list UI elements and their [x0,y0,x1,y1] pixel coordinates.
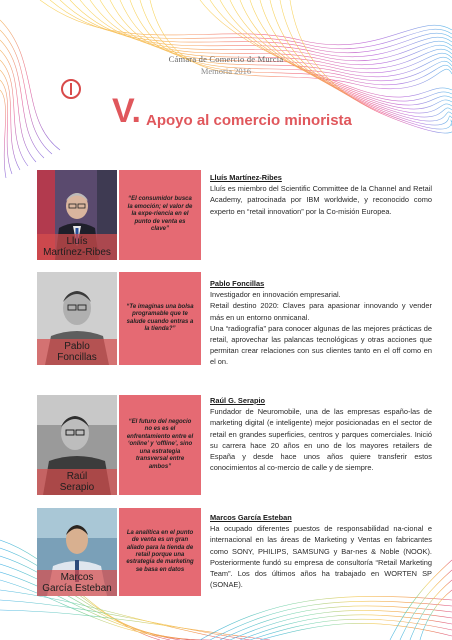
bio-paragraph: Fundador de Neuromobile, una de las empresas españo-las de marketing digital (e inteligente) mejor posicionadas en el sector de retail en grandes superficies, centros y parques comerciales. Inició su carrera hace 20 años en uno de los mayores retailers de España y desde hace unos años quiere transferir estos conocimientos al co-mercio de calle y de siempre. [210,407,432,473]
profile-quote: “Te imaginas una bolsa programable que te salude cuando entras a la tienda?” [119,272,201,365]
profile-name-label [37,469,117,495]
profile-bio [210,172,432,217]
profile-bio [210,278,432,368]
name-line-1: Raúl [66,471,88,482]
chamber-logo-icon [61,79,81,99]
profile-photo [37,508,117,596]
bio-paragraph: Retail destino 2020: Claves para apasionar innovando y vender más en un entorno onmicanal. [210,301,432,322]
name-line-1: Pablo [64,341,90,352]
name-line-2: Serapio [59,482,95,493]
bio-paragraph: Ha ocupado diferentes puestos de responsabilidad na-cional e internacional en las áreas de Marketing y Ventas en fabricantes como SONY, PHILIPS, SAMSUNG y Bar-nes & Noble (NOOK). Posteriormente fundó su empresa de consultoría “Retail Marketing Team”. Los dos últimos años ha trabajado en WORTEN SP (SONAE). [210,524,432,590]
report-year-header: Memoria 2016 [200,66,252,76]
profile-quote: La analítica en el punto de venta es un gran aliado para la tienda de retail porque una estrategia de marketing se basa en datos [119,508,201,596]
profile-bio [210,395,432,473]
profile-quote: “El consumidor busca la emoción; el valor de la expe-riencia en el punto de venta es clave” [119,170,201,260]
bio-paragraph: Investigador en innovación empresarial. [210,290,341,300]
profile-name-label [37,570,117,596]
chapter-title: Apoyo al comercio minorista [146,112,352,129]
bio-name: Marcos García Esteban [210,513,292,522]
bio-name: Lluís Martínez-Ribes [210,173,282,182]
profile-name-label [37,234,117,260]
name-line-2: García Esteban [42,583,112,594]
organization-header: Cámara de Comercio de Murcia [168,54,284,64]
profile-quote: “El futuro del negocio no es es el enfrentamiento entre el ‘online’ y ‘offline’, sino una estrategia transversal entre ambos” [119,395,201,495]
profile-photo [37,395,117,495]
name-line-2: Foncillas [57,352,97,363]
name-line-1: Lluís [66,236,88,247]
profile-photo [37,170,117,260]
bio-name: Raúl G. Serapio [210,396,266,405]
profile-bio [210,512,432,590]
profile-name-label [37,339,117,365]
chapter-number: V. [112,92,142,130]
name-line-2: Martínez-Ribes [43,247,111,258]
bio-name: Pablo Foncillas [210,279,265,288]
bio-paragraph: Una “radiografía” para conocer algunas de las mejores prácticas de retail, aprovechar las palancas tecnológicas y otras acciones que permitan crear relaciones con sus clientes tanto en el off como en el on. [210,323,432,367]
name-line-1: Marcos [60,572,94,583]
profile-photo [37,272,117,365]
bio-paragraph: Lluís es miembro del Scientific Committee de la Channel and Retail Academy, patrocinada por IBM worldwide, y reconocido como experto en “retail innovation” por la Co-misión Europea. [210,184,432,216]
